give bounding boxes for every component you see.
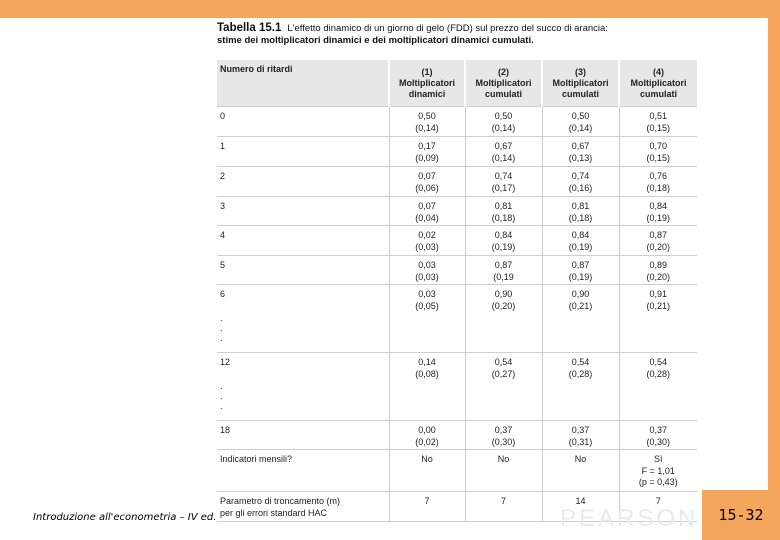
- table-cell: 0,89 (0,20): [619, 256, 697, 285]
- table-cell: 0,84 (0,19): [619, 197, 697, 226]
- table-cell: No: [542, 450, 619, 492]
- table-cell: 0,07 (0,04): [389, 197, 465, 226]
- table-cell: 14: [542, 492, 619, 522]
- table-cell: 0,37 (0,31): [542, 421, 619, 450]
- table-cell: 0,81 (0,18): [542, 197, 619, 226]
- table-cell: 0,76 (0,18): [619, 167, 697, 197]
- header-col-4: (4) Moltiplicatori cumulati: [619, 60, 697, 107]
- table-row: [217, 421, 697, 450]
- table-cell: 0,51 (0,15): [619, 107, 697, 137]
- table-cell: 0,50 (0,14): [542, 107, 619, 137]
- table-cell: 7: [465, 492, 542, 522]
- caption-line1: L'effetto dinamico di un giorno di gelo (FDD) sul prezzo del succo di arancia:: [287, 23, 608, 34]
- table-cell: 0,50 (0,14): [465, 107, 542, 137]
- header-row: [217, 60, 697, 107]
- table-row: [217, 226, 697, 256]
- table-cell: 0,54 (0,27): [465, 353, 542, 421]
- table-cell: 0,81 (0,18): [465, 197, 542, 226]
- table-cell: 0,02 (0,03): [389, 226, 465, 256]
- table-cell: 0,67 (0,13): [542, 137, 619, 167]
- table-row: [217, 353, 697, 421]
- lag-label: 12 . . .: [217, 353, 389, 421]
- table-cell: 0,91 (0,21): [619, 285, 697, 353]
- table-cell: 0,84 (0,19): [465, 226, 542, 256]
- footer-text: Introduzione all'econometria – IV ed.: [33, 512, 217, 523]
- header-col-1: (1) Moltiplicatori dinamici: [389, 60, 465, 107]
- lag-label: 5: [217, 256, 389, 285]
- table-cell: 0,84 (0,19): [542, 226, 619, 256]
- table-cell: 0,87 (0,19): [542, 256, 619, 285]
- top-accent-bar: [0, 0, 780, 18]
- table-cell: 0,54 (0,28): [542, 353, 619, 421]
- table-cell: 7: [389, 492, 465, 522]
- lag-label: 0: [217, 107, 389, 137]
- table-cell: 0,07 (0,06): [389, 167, 465, 197]
- publisher-logo: PEARSON: [560, 505, 699, 532]
- table-row: [217, 107, 697, 137]
- lag-label: 4: [217, 226, 389, 256]
- table-row: [217, 256, 697, 285]
- header-col-3: (3) Moltiplicatori cumulati: [542, 60, 619, 107]
- right-accent-bar: [768, 0, 780, 540]
- table-cell: 7: [619, 492, 697, 522]
- table-caption: [217, 22, 637, 47]
- lag-label: 18: [217, 421, 389, 450]
- table-row: [217, 285, 697, 353]
- lag-label: 6 . . .: [217, 285, 389, 353]
- table-cell: 0,67 (0,14): [465, 137, 542, 167]
- header-col-2: (2) Moltiplicatori cumulati: [465, 60, 542, 107]
- lag-label: 1: [217, 137, 389, 167]
- table-row: [217, 167, 697, 197]
- truncation-label: Parametro di troncamento (m) per gli errori standard HAC: [217, 492, 389, 522]
- table-cell: 0,03 (0,05): [389, 285, 465, 353]
- table-cell: 0,50 (0,14): [389, 107, 465, 137]
- table-cell: 0,03 (0,03): [389, 256, 465, 285]
- table-cell: No: [389, 450, 465, 492]
- caption-line2: stime dei moltiplicatori dinamici e dei moltiplicatori dinamici cumulati.: [217, 35, 534, 46]
- header-lags: Numero di ritardi: [217, 60, 389, 107]
- table-cell: 0,74 (0,17): [465, 167, 542, 197]
- table-cell: 0,74 (0,16): [542, 167, 619, 197]
- multipliers-table: [217, 60, 697, 522]
- table-cell: 0,90 (0,21): [542, 285, 619, 353]
- table-cell: 0,70 (0,15): [619, 137, 697, 167]
- table-cell: 0,17 (0,09): [389, 137, 465, 167]
- table-cell: 0,87 (0,19: [465, 256, 542, 285]
- monthly-label: Indicatori mensili?: [217, 450, 389, 492]
- lag-label: 2: [217, 167, 389, 197]
- table-cell: 0,54 (0,28): [619, 353, 697, 421]
- page-number: 15-32: [702, 490, 780, 540]
- table-cell: 0,00 (0,02): [389, 421, 465, 450]
- table-row: [217, 137, 697, 167]
- caption-number: Tabella 15.1: [217, 22, 282, 34]
- table-cell: No: [465, 450, 542, 492]
- table-cell: 0,87 (0,20): [619, 226, 697, 256]
- lag-label: 3: [217, 197, 389, 226]
- monthly-indicators-row: [217, 450, 697, 492]
- table-row: [217, 197, 697, 226]
- table-cell: 0,37 (0,30): [465, 421, 542, 450]
- table-cell: 0,90 (0,20): [465, 285, 542, 353]
- table-cell: 0,14 (0,08): [389, 353, 465, 421]
- table-cell: 0,37 (0,30): [619, 421, 697, 450]
- table-cell: Sì F = 1,01 (p = 0,43): [619, 450, 697, 492]
